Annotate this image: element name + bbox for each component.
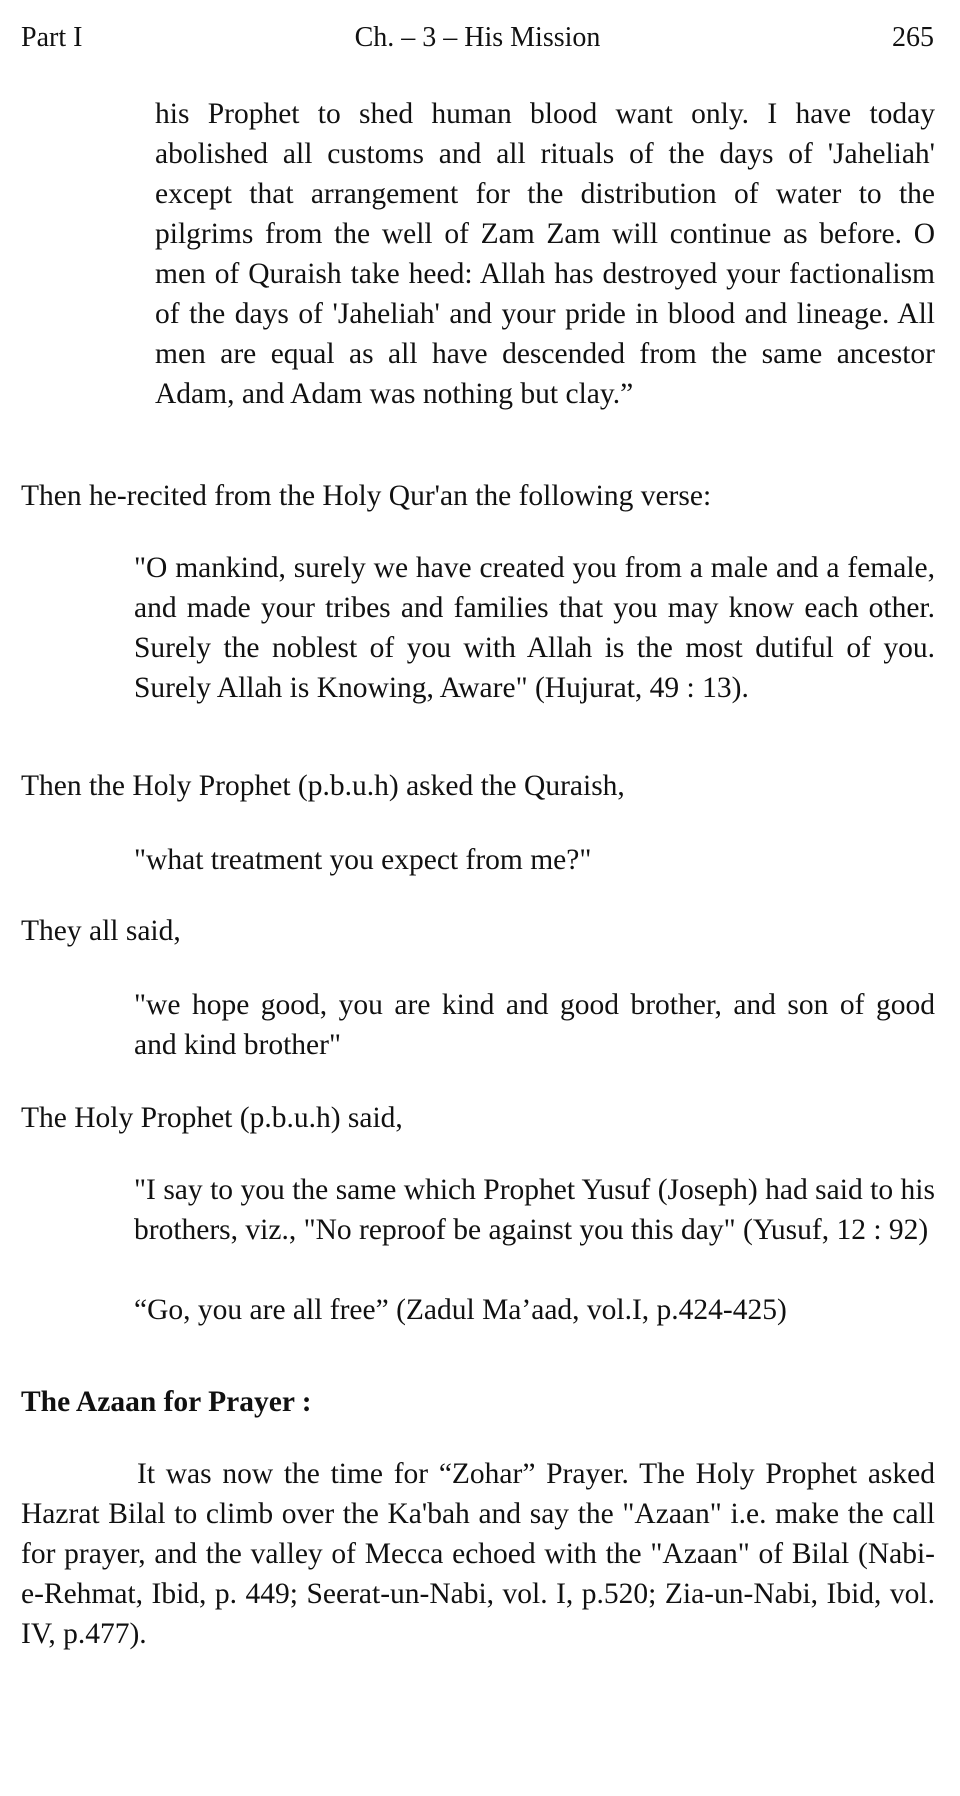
- page-number: 265: [892, 22, 934, 53]
- intro-reply-line: The Holy Prophet (p.b.u.h) said,: [21, 1102, 403, 1134]
- reply-quote-continued: “Go, you are all free” (Zadul Ma’aad, vol.I, p.424-425): [134, 1294, 787, 1326]
- section-heading: The Azaan for Prayer :: [21, 1386, 312, 1418]
- quran-verse-quote: "O mankind, surely we have created you from a male and a female, and made your tribes and families that you may know each other. Surely the noblest of you with Allah is the most dutiful of you. Surely Allah is Knowing, Aware" (Hujurat, 49 : 13).: [134, 552, 935, 704]
- intro-question-line: Then the Holy Prophet (p.b.u.h) asked the Quraish,: [21, 770, 625, 802]
- reply-quote: "I say to you the same which Prophet Yusuf (Joseph) had said to his brothers, viz., "No reproof be against you this day" (Yusuf, 12 : 92): [134, 1174, 935, 1246]
- intro-verse-line: Then he-recited from the Holy Qur'an the following verse:: [21, 480, 712, 512]
- azaan-paragraph: It was now the time for “Zohar” Prayer. The Holy Prophet asked Hazrat Bilal to climb over the Ka'bah and say the "Azaan" i.e. make the call for prayer, and the valley of Mecca echoed with the "Azaan" of Bilal (Nabi-e-Rehmat, Ibid, p. 449; Seerat-un-Nabi, vol. I, p.520; Zia-un-Nabi, Ibid, vol. IV, p.477).: [21, 1458, 935, 1650]
- intro-answer-line: They all said,: [21, 915, 181, 947]
- quote-continuation: his Prophet to shed human blood want only. I have today abolished all customs and all rituals of the days of 'Jaheliah' except that arrangement for the distribution of water to the pilgrims from the well of Zam Zam will continue as before. O men of Quraish take heed: Allah has destroyed your factionalism of the days of 'Jaheliah' and your pride in blood and lineage. All men are equal as all have descended from the same ancestor Adam, and Adam was nothing but clay.”: [155, 98, 935, 410]
- answer-quote: "we hope good, you are kind and good brother, and son of good and kind brother": [134, 989, 935, 1061]
- question-quote: "what treatment you expect from me?": [134, 844, 592, 876]
- part-label: Part I: [21, 22, 83, 53]
- chapter-title: Ch. – 3 – His Mission: [354, 22, 601, 53]
- running-header: [21, 18, 934, 58]
